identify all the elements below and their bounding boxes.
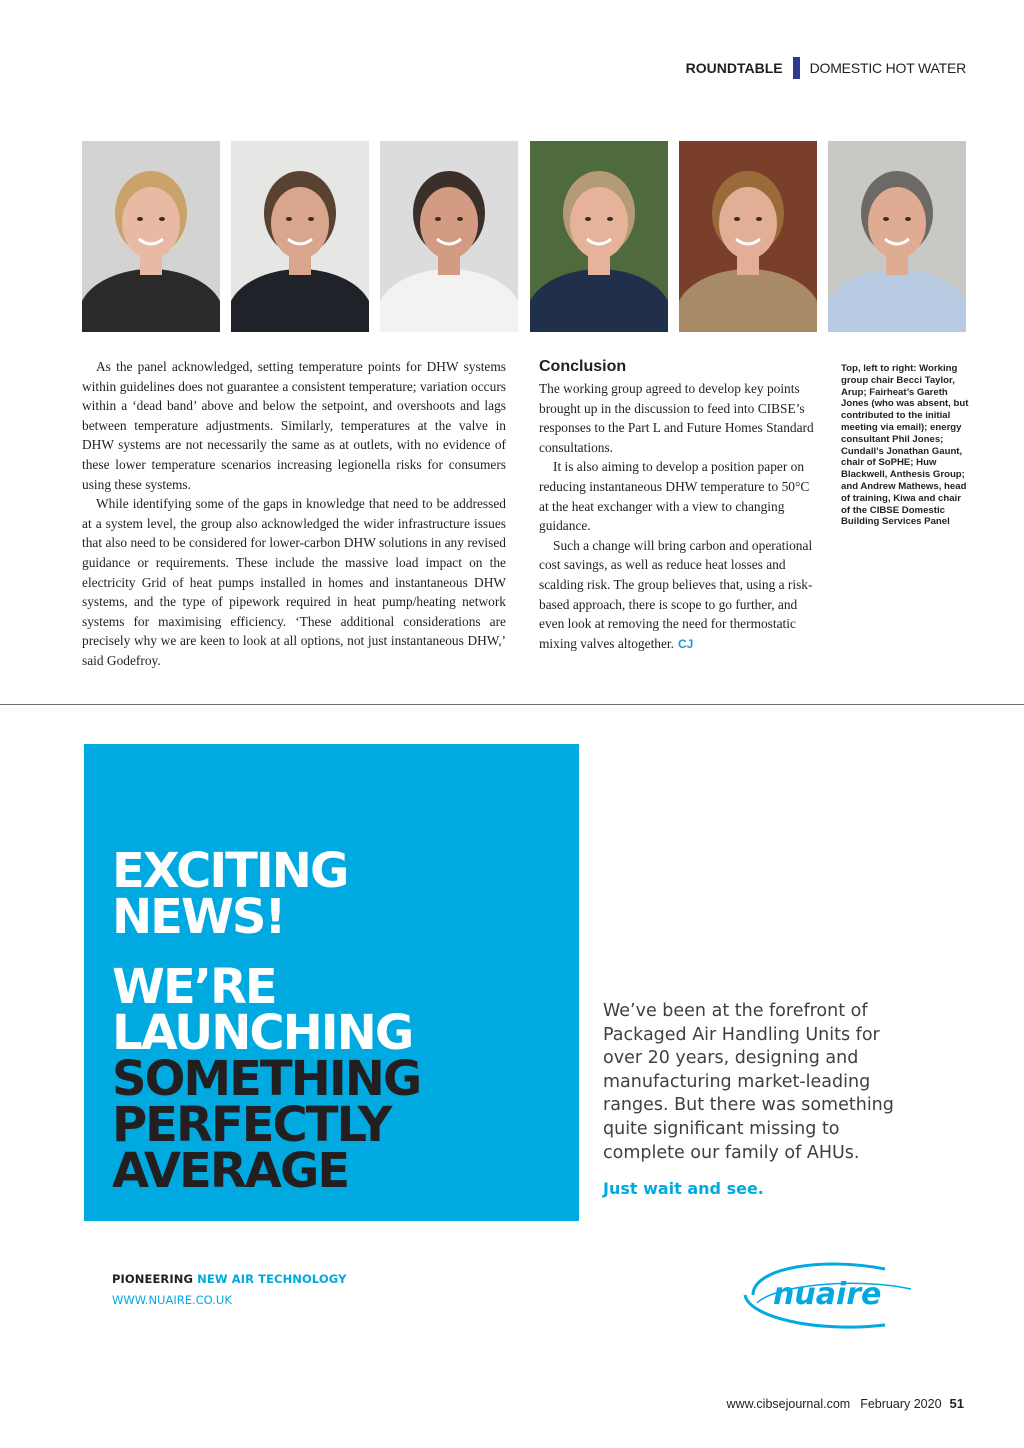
headline-line: WE’RE [112,959,276,1015]
nuaire-logo [735,1255,930,1335]
topic-label: DOMESTIC HOT WATER [809,60,966,76]
ad-website-link[interactable]: WWW.NUAIRE.CO.UK [112,1293,232,1307]
logo-graphic [735,1255,930,1335]
paragraph: The working group agreed to develop key points brought up in the discussion to feed into CIBSE’s responses to the Part L and Future Homes Standard consultations. [539,381,814,455]
tagline-part: PIONEERING [112,1272,194,1286]
portrait-image [82,141,220,332]
footer-url: www.cibsejournal.com [726,1397,851,1411]
portrait-image [380,141,518,332]
ad-tagline [112,1272,347,1286]
portrait-image [530,141,668,332]
logo-wordmark: nuaire [773,1277,882,1312]
paragraph [539,536,815,655]
section-label: ROUNDTABLE [685,60,783,76]
tagline-part: NEW AIR TECHNOLOGY [197,1272,347,1286]
header-divider [793,57,800,79]
ad-headline-1 [112,843,348,945]
page-footer [727,1396,964,1411]
portrait-photo [828,141,966,332]
portrait-image [679,141,817,332]
page-number: 51 [949,1396,964,1411]
headline-line: EXCITING [112,843,348,899]
headline-line: NEWS! [112,889,285,945]
paragraph: It is also aiming to develop a position paper on reducing instantaneous DHW temperature to 50°C at the heat exchanger with a view to changing guidance. [539,459,810,534]
portrait-photo [82,141,220,332]
portrait-photo [530,141,668,332]
portrait-photo [380,141,518,332]
conclusion-heading: Conclusion [539,358,627,375]
ad-call-to-action: Just wait and see. [603,1179,764,1198]
end-mark: CJ [678,636,694,651]
headline-line: PERFECTLY [112,1097,391,1153]
portrait-photo [679,141,817,332]
headline-line: AVERAGE [112,1143,349,1199]
article-column-1 [82,357,506,671]
article-column-2 [539,357,815,654]
portrait-image [828,141,966,332]
section-divider [0,704,1024,705]
headline-line: LAUNCHING [112,1005,413,1061]
portrait-row [82,141,966,332]
headline-line: SOMETHING [112,1051,421,1107]
portrait-photo [231,141,369,332]
ad-body-copy: We’ve been at the forefront of Packaged Air Handling Units for over 20 years, designing and manufacturing market-leading ranges. But there was something quite significant missing to complete our family of AHUs. [603,1001,894,1163]
portrait-image [231,141,369,332]
page-header [686,57,966,79]
footer-date: February 2020 [860,1397,942,1411]
photo-caption: Top, left to right: Working group chair Becci Taylor, Arup; Fairheat’s Gareth Jones (who was absent, but contributed to the initial meeting via email); energy consultant Phil Jones; Cundall’s Jonathan Gaunt, chair of SoPHE; Huw Blackwell, Anthesis Group; and Andrew Mathews, head of training, Kiwa and chair of the CIBSE Domestic Building Services Panel [841,363,969,528]
paragraph: While identifying some of the gaps in knowledge that need to be addressed at a system level, the group also acknowledged the wider infrastructure issues that also need to be considered for lower-carbon DHW solutions in any revised guidance or requirements. These include the massive load impact on the electricity Grid of heat pumps installed in homes and instantaneous DHW systems, and the type of pipework required in heat pump/heating network systems for maximising efficiency. ‘These additional considerations are precisely why we are keen to look at all options, not just instantaneous DHW,’ said Godefroy. [82,496,506,668]
ad-headline-2 [112,959,421,1199]
paragraph: As the panel acknowledged, setting temperature points for DHW systems within guidelines does not guarantee a consistent temperature; variation occurs within a ‘dead band’ above and below the setpoint, and overshoots and lags between temperature adjustments. Similarly, temperatures at the valve in DHW systems are not necessarily the same as at outlets, with no evidence of these lower temperature scenarios increasing legionella risks for consumers using these systems. [82,359,506,492]
paragraph-text: Such a change will bring carbon and operational cost savings, as well as reduce heat losses and scalding risk. The group believes that, using a risk-based approach, there is scope to go further, and even look at removing the need for thermostatic mixing valves altogether. [539,537,813,651]
